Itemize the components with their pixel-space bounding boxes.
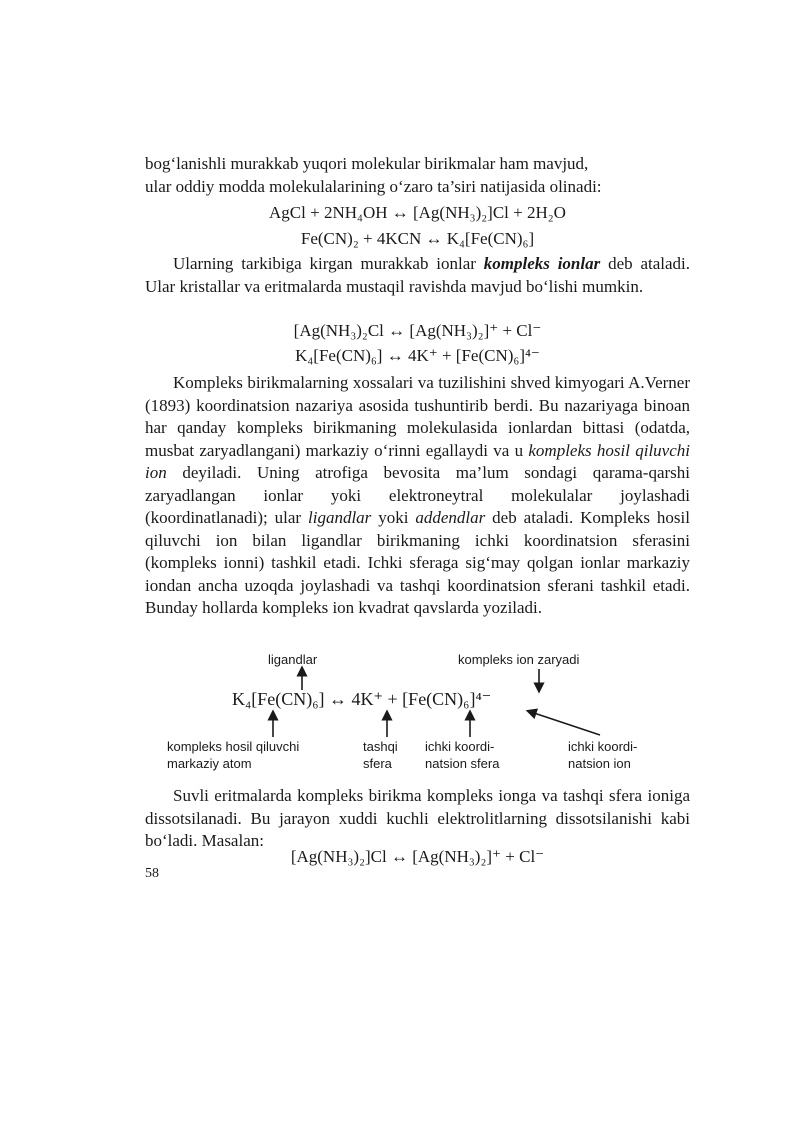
complex-ions-text-1: Ularning tarkibiga kirgan murakkab ionlar [173,254,484,273]
label-inner-sphere [425,738,499,772]
label-outer-sphere [363,738,398,772]
complex-ions-text-2: deb ataladi. Ular kristallar va eritmalarda mustaqil ravishda mavjud bo‘lishi mumkin. [145,254,690,296]
werner-text-3: yoki [371,508,416,527]
equation-fecn: Fe(CN)₂ + 4KCN ↔ K₄[Fe(CN)₆] [300,229,535,248]
paragraph-intro [145,153,690,198]
werner-text-4: deb ataladi. Kompleks hosil qiluvchi ion bilan ligandlar birikmaning ichki koordinatsion sferasini (kompleks ionni) tashkil etadi. Ichki sferaga sig‘may qolgan ionlar markaziy iondan ancha uzoqda joylashadi va tashqi koordinatsion sferani tashkil etadi. Bunday hollarda kompleks ion kvadrat qavslarda yoziladi. [145,508,690,617]
label-inner-sphere-line-2: natsion sfera [425,756,500,771]
paragraph-complex-ions [145,253,690,298]
label-central-atom-line-1: kompleks hosil qiluvchi [167,739,300,754]
arrow-inner-ion [531,712,600,735]
label-outer-sphere-line-2: sfera [363,756,392,771]
equation-final: [Ag(NH₃)₂]Cl ↔ [Ag(NH₃)₂]⁺ + Cl⁻ [290,847,545,866]
term-addends: addendlar [415,508,486,527]
label-central-atom [167,738,299,772]
diagram-formula: K₄[Fe(CN)₆] ↔ 4K⁺ + [Fe(CN)₆]⁴⁻ [232,689,492,709]
intro-line-1: bog‘lanishli murakkab yuqori molekular birikmalar ham mavjud, [145,154,589,173]
paragraph-dissociation [145,785,690,853]
paragraph-werner [145,372,690,620]
equation-agcl: AgCl + 2NH₄OH ↔ [Ag(NH₃)₂]Cl + 2H₂O [269,203,566,222]
page-number: 58 [145,866,159,881]
label-inner-ion-line-2: natsion ion [568,756,631,771]
label-inner-ion-line-1: ichki koordi- [568,739,638,754]
term-ligands: ligandlar [308,508,372,527]
term-complex-ions: kompleks ionlar [483,254,601,273]
label-inner-sphere-line-1: ichki koordi- [425,739,495,754]
label-complex-ion-charge: kompleks ion zaryadi [458,652,580,667]
dissociation-text: Suvli eritmalarda kompleks birikma kompleks ionga va tashqi sfera ioniga dissotsilanadi. Bu jarayon xuddi kuchli elektrolitlarning dissotsilanishi kabi bo‘ladi. Masalan: [145,786,690,850]
term-complexing-ion: kompleks hosil qiluvchi ion [145,440,690,482]
label-central-atom-line-2: markaziy atom [167,756,252,771]
label-ligands: ligandlar [268,652,318,667]
label-outer-sphere-line-1: tashqi [363,739,398,754]
intro-line-2: ular oddiy modda molekulalarining o‘zaro ta’siri natijasida olinadi: [145,176,602,196]
label-inner-ion [568,738,637,772]
equation-ag-dissociation: [Ag(NH₃)₂Cl ↔ [Ag(NH₃)₂]⁺ + Cl⁻ [293,321,542,340]
werner-text-2: deyiladi. Uning atrofiga bevosita ma’lum sondagi qarama-qarshi zaryadlangan ionlar yoki elektroneytral molekulalar joylashadi (koordinatlanadi); ular [145,463,690,527]
equation-k4-dissociation: K₄[Fe(CN)₆] ↔ 4K⁺ + [Fe(CN)₆]⁴⁻ [295,346,540,365]
werner-text-1: Kompleks birikmalarning xossalari va tuzilishini shved kimyogari A.Verner (1893) koordinatsion nazariya asosida tushuntirib berdi. Bu nazariyaga binoan har qanday kompleks birikmaning molekulasida ionlardan bittasi (odatda, musbat zaryadlangani) markaziy o‘rinni egallaydi va u [145,373,690,460]
